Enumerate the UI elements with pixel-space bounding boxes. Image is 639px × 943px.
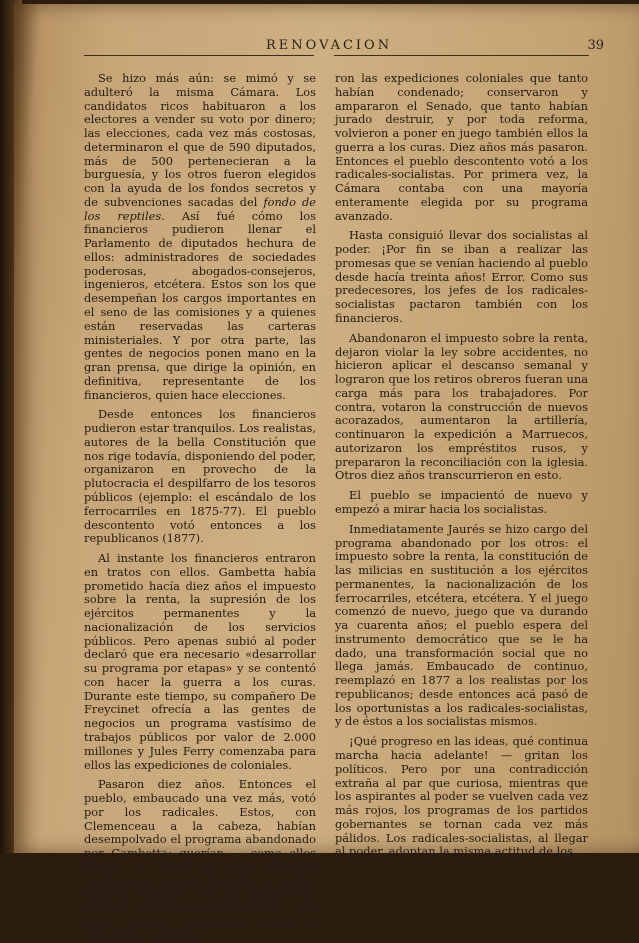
left-column [84, 71, 317, 943]
paragraph: Al instante los financieros entraron en tratos con ellos. Gambetta había prometido hacía diez años el impuesto sobre la renta, la supresión de los ejércitos permanentes y la nacionalización de los servicios públicos. Pero apenas subió al poder declaró que era necesario «desarrollar su programa por etapas» y se contentó con hacer la guerra a los curas. Durante este tiempo, su compañero De Freycinet ofrecía a las gentes de negocios un programa vastísimo de trabajos públicos por valor de 2.000 millones y Jules Ferry comenzaba para ellos las expediciones de coloniales. [84, 551, 316, 772]
paragraph: ron las expediciones coloniales que tanto habían condenado; conservaron y ampararon el Senado, que tanto habían jurado destruir, y por toda reforma, volvieron a poner en juego también ellos la guerra a los curas. Diez años más pasaron. Entonces el pueblo descontento votó a los radicales-socialistas. Por primera vez, la Cámara contaba con una mayoría enteramente elegida por su programa avanzado. [335, 71, 588, 223]
header-rule-right [334, 55, 589, 56]
right-column [335, 71, 588, 859]
paragraph: Inmediatamente Jaurés se hizo cargo del programa abandonado por los otros: el impuesto sobre la renta, la constitución de las milicias en sustitución a los ejércitos permanentes, la nacionalización de los ferrocarriles, etcétera, etcétera. Y el juego comenzó de nuevo, juego que va durando ya cuarenta años; el pueblo espera del instrumento democrático que se le ha dado, una transformación social que no llega jamás. Embaucado de continuo, reemplazó en 1877 a los realistas por los republicanos; desde entonces acá pasó de los oportunistas a los radicales-socialistas, y de éstos a los socialistas mismos. [335, 521, 588, 729]
italic-text: fondo de los reptiles. [84, 194, 317, 223]
paragraph [84, 72, 316, 402]
header-title: RENOVACION [266, 38, 393, 53]
paragraph: Abandonaron el impuesto sobre la renta, dejaron violar la ley sobre accidentes, no hicieron aplicar el descanso semanal y lograron que los retiros obreros fueran una carga más para los trabajadores. Por contra, votaron la construcción de nuevos acorazados, aumentaron la artillería, continuaron la expedición a Marruecos, autorizaron los empréstitos rusos, y prepararon la reconciliación con la iglesia. Otros diez años transcurrieron en esto. [335, 330, 588, 483]
paragraph: El pueblo se impacientó de nuevo y empezó a mirar hacia los socialistas. [335, 488, 588, 516]
paragraph: ¡Qué progreso en las ideas, qué continua marcha hacia adelante! — gritan los políticos. Pero por una contradicción extraña al par que curiosa, mientras que los aspirantes al poder se vuelven cada vez más rojos, los programas de los partidos gobernantes se tornan cada vez más pálidos. Los radicales-socialistas, al llegar al poder, adoptan la misma actitud de los [335, 734, 588, 859]
paragraph-text: Se hizo más aún: se mimó y se adulteró la misma Cámara. Los candidatos ricos habituaron a los electores a vender su voto por dinero; las elecciones, cada vez más costosas, determinaron el que de 590 diputados, más de 500 pertenecieran a la burguesía, y los otros fueron elegidos con la ayuda de los fondos secretos y de subvenciones sacadas del [84, 71, 316, 209]
header-rule-left [84, 55, 314, 56]
paragraph-text: Así fué cómo los financieros pudieron llenar el Parlamento de diputados hechura de ellos: administradores de sociedades poderosas, abogados-consejeros, ingenieros, etcétera. Estos son los que desempeñan los cargos importantes en el seno de las comisiones y a quienes están reservadas las carteras ministeriales. Y por otra parte, las gentes de negocios ponen mano en la gran prensa, que dirige la opinión, en definitiva, representante de los financieros, quien hace elecciones. [84, 208, 317, 402]
running-header [70, 38, 610, 60]
paragraph: Hasta consiguió llevar dos socialistas al poder. ¡Por fin se iban a realizar las promesas que se venían haciendo al pueblo desde hacía treinta años! Error. Como sus predecesores, los jefes de los radicales-socialistas pactaron también con los financieros. [335, 228, 588, 326]
paragraph: Desde entonces los financieros pudieron estar tranquilos. Los realistas, autores de la bella Constitución que nos rige todavía, disponiendo del poder, organizaron en provecho de la plutocracia el despilfarro de los tesoros públicos (ejemplo: el escándalo de los ferrocarriles en 1875-77). El pueblo descontento votó entonces a los republicanos (1877). [84, 407, 316, 546]
page-number: 39 [587, 38, 604, 53]
paragraph: Pasaron diez años. Entonces el pueblo, embaucado una vez más, votó por los radicales. Estos, con Clemenceau a la cabeza, habían desempolvado el programa abandonado por Gambetta; querían — como ellos decían — llevar a cabo reformas «radicales». Apenas llegados al poder, trataron también con los financieros; votaron los programas navales, que tanto habían combatido desde la oposición; continua- [84, 777, 316, 943]
